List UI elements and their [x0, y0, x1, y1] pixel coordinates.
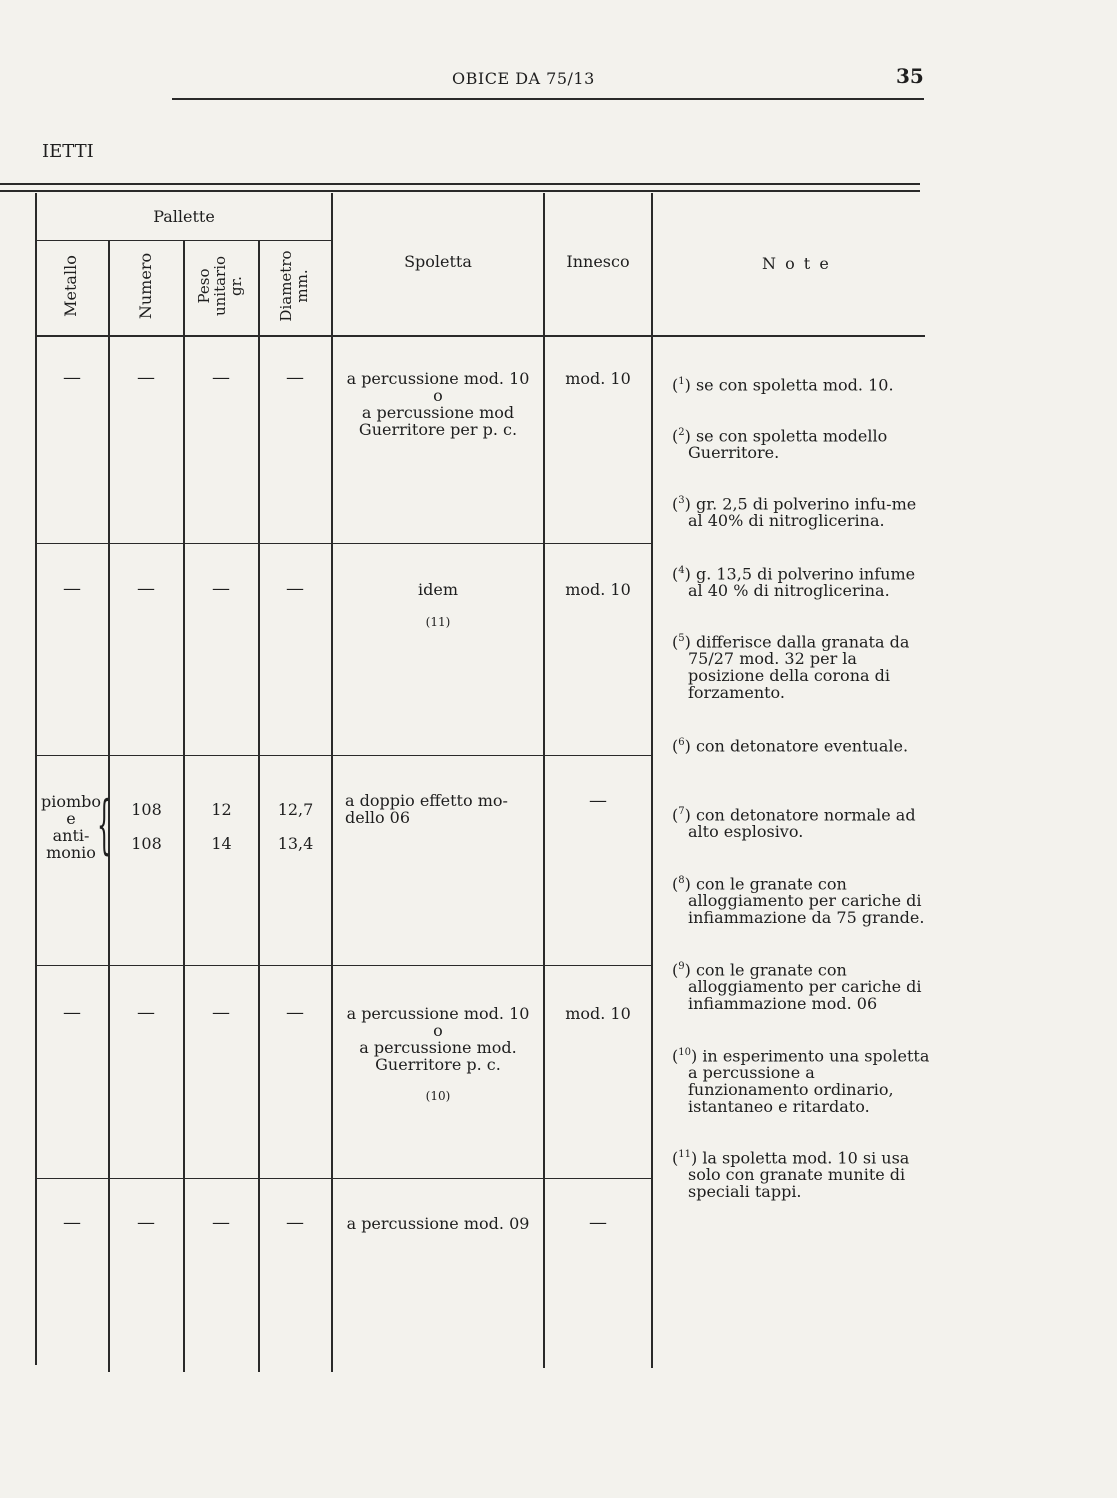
pallette-rule [37, 240, 331, 241]
cell-diametro-2: 13,4 [277, 834, 314, 853]
col-header-numero: Numero [136, 252, 155, 320]
cell-innesco: — [589, 1212, 607, 1233]
cell-metallo: — [63, 1002, 81, 1023]
col-line-6 [651, 193, 653, 1368]
cell-peso: — [212, 578, 230, 599]
cell-numero: — [137, 1002, 155, 1023]
running-head: OBICE DA 75/13 [452, 69, 595, 88]
cell-metallo: — [63, 578, 81, 599]
pallette-header: Pallette [153, 207, 215, 226]
cell-metallo: — [63, 367, 81, 388]
brace-icon: { [97, 788, 112, 862]
cell-numero-2: 108 [131, 834, 162, 853]
cell-metallo: — [63, 1212, 81, 1233]
row-sep-1 [37, 543, 651, 544]
col-header-peso: Peso unitario gr. [195, 255, 245, 317]
header-rule [172, 98, 924, 100]
cell-peso: — [212, 367, 230, 388]
cell-diametro-1: 12,7 [277, 800, 314, 819]
row-sep-3 [37, 965, 651, 966]
section-fragment: IETTI [42, 141, 94, 162]
cell-peso: — [212, 1212, 230, 1233]
cell-diametro: — [286, 578, 304, 599]
cell-spoletta: a percussione mod. 09 [346, 1214, 530, 1233]
cell-peso: — [212, 1002, 230, 1023]
col-line-0 [35, 193, 37, 1365]
cell-spoletta: a doppio effetto mo- dello 06 [345, 791, 508, 827]
note-item: ($^6$) con detonatore eventuale. [672, 736, 909, 756]
note-item: ($^{10}$) in esperimento una spoletta a percussione a funzionamento ordinario, istantaneo e ritardato. [672, 1046, 930, 1117]
row-sep-4 [37, 1178, 651, 1179]
cell-peso-2: 14 [211, 834, 232, 853]
cell-metallo: piombo e anti- monio [40, 792, 102, 862]
col-line-4 [331, 193, 333, 1372]
note-item: ($^7$) con detonatore normale ad alto esplosivo. [672, 805, 916, 842]
note-item: ($^{11}$) la spoletta mod. 10 si usa solo con granate munite di speciali tappi. [672, 1148, 910, 1202]
note-item: ($^9$) con le granate con alloggiamento per cariche di infiammazione mod. 06 [672, 960, 922, 1014]
col-header-note: N o t e [762, 254, 831, 273]
note-item: ($^8$) con le granate con alloggiamento per cariche di infiammazione da 75 grande. [672, 874, 925, 928]
note-item: ($^3$) gr. 2,5 di polverino infu-me al 40% di nitroglicerina. [672, 494, 917, 531]
cell-diametro: — [286, 367, 304, 388]
cell-spoletta: idem [418, 580, 458, 599]
row-sep-2 [37, 755, 651, 756]
cell-diametro: — [286, 1212, 304, 1233]
table-top-rule-2 [0, 190, 920, 192]
cell-innesco: mod. 10 [565, 580, 631, 599]
cell-spoletta-ref: (10) [425, 1089, 451, 1103]
cell-spoletta: a percussione mod. 10 o a percussione mod. Guerritore p. c. [346, 1004, 530, 1074]
col-header-spoletta: Spoletta [404, 252, 472, 271]
cell-diametro: — [286, 1002, 304, 1023]
header-bottom-rule [37, 335, 925, 337]
col-header-innesco: Innesco [566, 252, 630, 271]
note-item: ($^5$) differisce dalla granata da 75/27 mod. 32 per la posizione della corona di forzamento. [672, 632, 910, 703]
table-top-rule-1 [0, 183, 920, 185]
note-item: ($^4$) g. 13,5 di polverino infume al 40 % di nitroglicerina. [672, 564, 916, 601]
col-header-diametro: Diametro mm. [277, 250, 311, 322]
page-number: 35 [896, 64, 924, 88]
cell-innesco: — [589, 790, 607, 811]
note-item: ($^1$) se con spoletta mod. 10. [672, 375, 894, 395]
cell-numero: — [137, 367, 155, 388]
cell-innesco: mod. 10 [565, 1004, 631, 1023]
cell-numero: — [137, 578, 155, 599]
cell-spoletta: a percussione mod. 10 o a percussione mod Guerritore per p. c. [346, 369, 530, 439]
col-header-metallo: Metallo [61, 255, 80, 317]
cell-peso-1: 12 [211, 800, 232, 819]
cell-innesco: mod. 10 [565, 369, 631, 388]
cell-spoletta-ref: (11) [425, 615, 451, 629]
cell-numero: — [137, 1212, 155, 1233]
note-item: ($^2$) se con spoletta modello Guerritore. [672, 426, 888, 463]
cell-numero-1: 108 [131, 800, 162, 819]
